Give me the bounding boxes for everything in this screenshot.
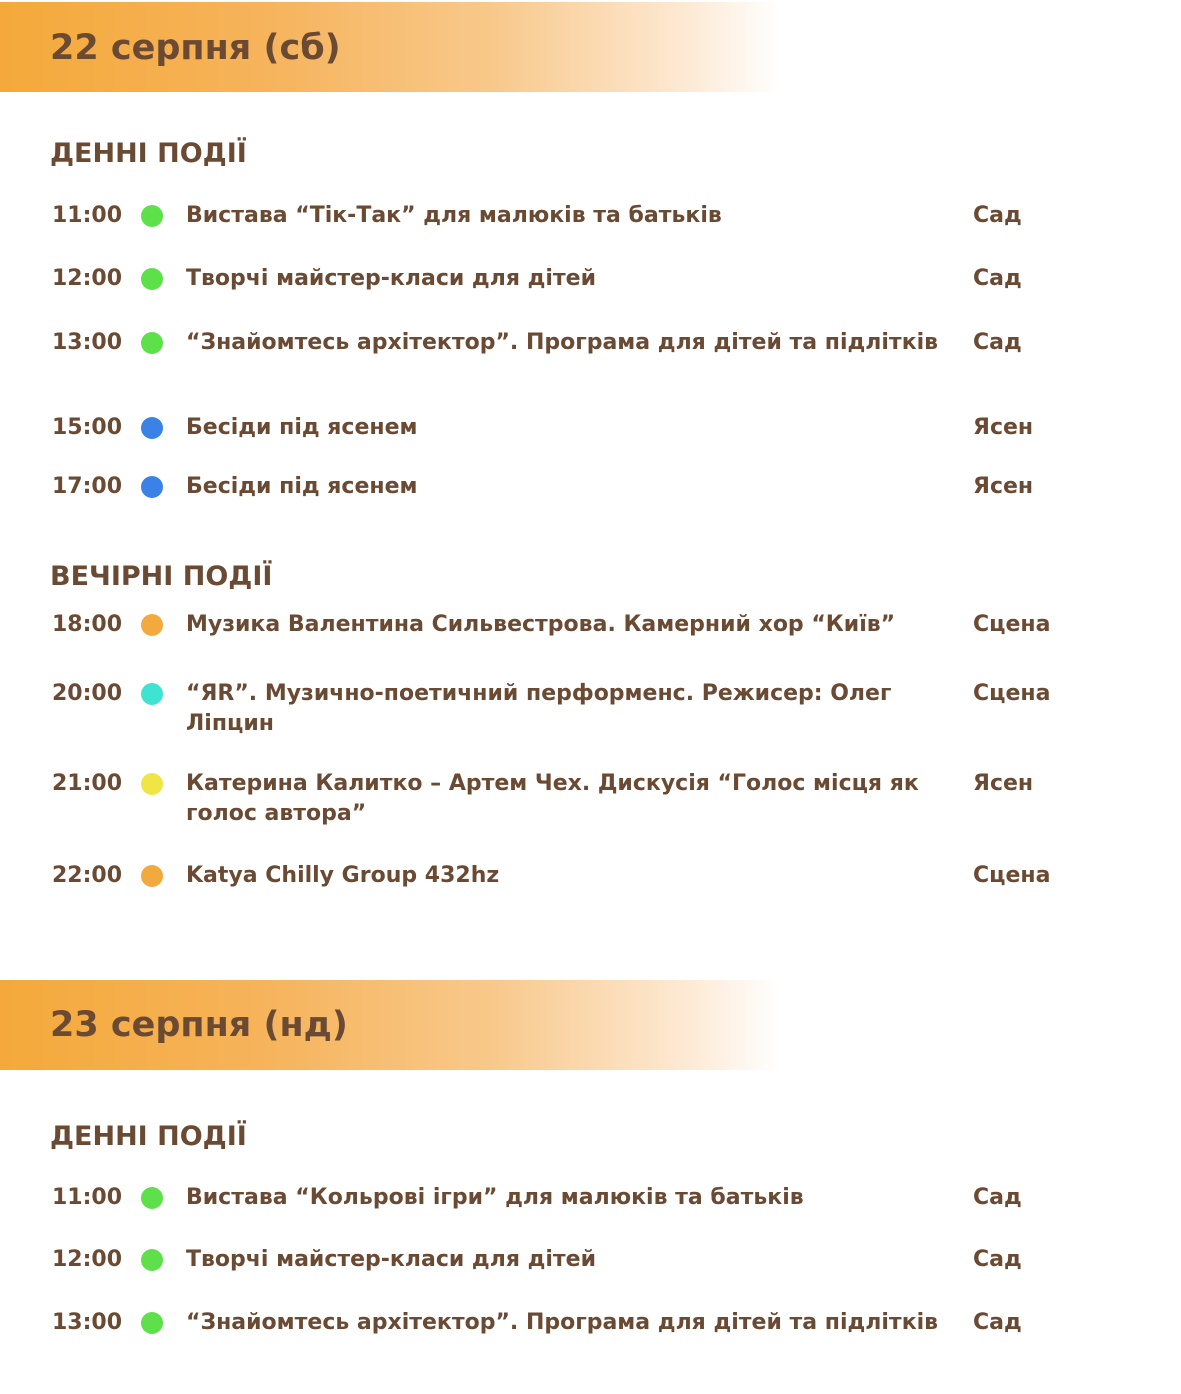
event-dot-icon: [141, 683, 163, 705]
event-time: 17:00: [52, 474, 123, 499]
event-title: Музика Валентина Сильвестрова. Камерний хор “Київ”: [186, 612, 896, 637]
event-dot-icon: [141, 417, 163, 439]
event-row: [0, 861, 1181, 931]
event-venue: Сад: [973, 1247, 1022, 1272]
event-time: 12:00: [52, 266, 123, 291]
event-venue: Сад: [973, 1185, 1022, 1210]
event-time: 11:00: [52, 203, 123, 228]
event-venue: Сцена: [973, 612, 1051, 637]
event-venue: Ясен: [973, 415, 1034, 440]
event-title: Katya Chilly Group 432hz: [186, 863, 500, 888]
event-row: [0, 328, 1181, 398]
event-time: 11:00: [52, 1185, 123, 1210]
day-title: 22 серпня (сб): [50, 28, 341, 68]
event-venue: Ясен: [973, 771, 1034, 796]
event-row: [0, 1183, 1181, 1253]
event-title: “Знайомтесь архітектор”. Програма для дітей та підлітків: [186, 330, 939, 355]
event-venue: Сад: [973, 203, 1022, 228]
event-row: [0, 201, 1181, 271]
event-time: 15:00: [52, 415, 123, 440]
event-venue: Сцена: [973, 681, 1051, 706]
event-time: 22:00: [52, 863, 123, 888]
event-dot-icon: [141, 1312, 163, 1334]
event-venue: Сад: [973, 330, 1022, 355]
event-dot-icon: [141, 773, 163, 795]
day-title: 23 серпня (нд): [50, 1005, 348, 1045]
event-dot-icon: [141, 865, 163, 887]
event-row: [0, 1245, 1181, 1315]
event-dot-icon: [141, 1249, 163, 1271]
event-title: Вистава “Кольрові ігри” для малюків та батьків: [186, 1185, 804, 1210]
event-time: 13:00: [52, 1310, 123, 1335]
event-venue: Ясен: [973, 474, 1034, 499]
event-title: Бесіди під ясенем: [186, 415, 418, 440]
event-time: 12:00: [52, 1247, 123, 1272]
event-row: [0, 769, 1181, 839]
event-row: [0, 679, 1181, 749]
event-title: Вистава “Тік-Так” для малюків та батьків: [186, 203, 722, 228]
section-heading-day-events: ДЕННІ ПОДІЇ: [50, 1121, 247, 1152]
event-title: “Знайомтесь архітектор”. Програма для дітей та підлітків: [186, 1310, 939, 1335]
event-dot-icon: [141, 332, 163, 354]
event-row: [0, 1308, 1181, 1378]
event-title: Творчі майстер-класи для дітей: [186, 1247, 596, 1272]
event-title: Творчі майстер-класи для дітей: [186, 266, 596, 291]
event-dot-icon: [141, 1187, 163, 1209]
event-title: Катерина Калитко – Артем Чех. Дискусія “Голос місця як голос автора”: [186, 771, 919, 826]
event-title: “ЯR”. Музично-поетичний перформенс. Режисер: Олег Ліпцин: [186, 681, 892, 736]
event-dot-icon: [141, 205, 163, 227]
event-row: [0, 264, 1181, 334]
event-venue: Сад: [973, 1310, 1022, 1335]
section-heading-evening-events: ВЕЧІРНІ ПОДІЇ: [50, 561, 273, 592]
event-dot-icon: [141, 268, 163, 290]
event-time: 13:00: [52, 330, 123, 355]
event-title: Бесіди під ясенем: [186, 474, 418, 499]
event-row: [0, 472, 1181, 542]
event-time: 21:00: [52, 771, 123, 796]
event-dot-icon: [141, 614, 163, 636]
event-venue: Сцена: [973, 863, 1051, 888]
event-time: 18:00: [52, 612, 123, 637]
event-venue: Сад: [973, 266, 1022, 291]
event-row: [0, 610, 1181, 680]
event-time: 20:00: [52, 681, 123, 706]
section-heading-day-events: ДЕННІ ПОДІЇ: [50, 138, 247, 169]
event-dot-icon: [141, 476, 163, 498]
